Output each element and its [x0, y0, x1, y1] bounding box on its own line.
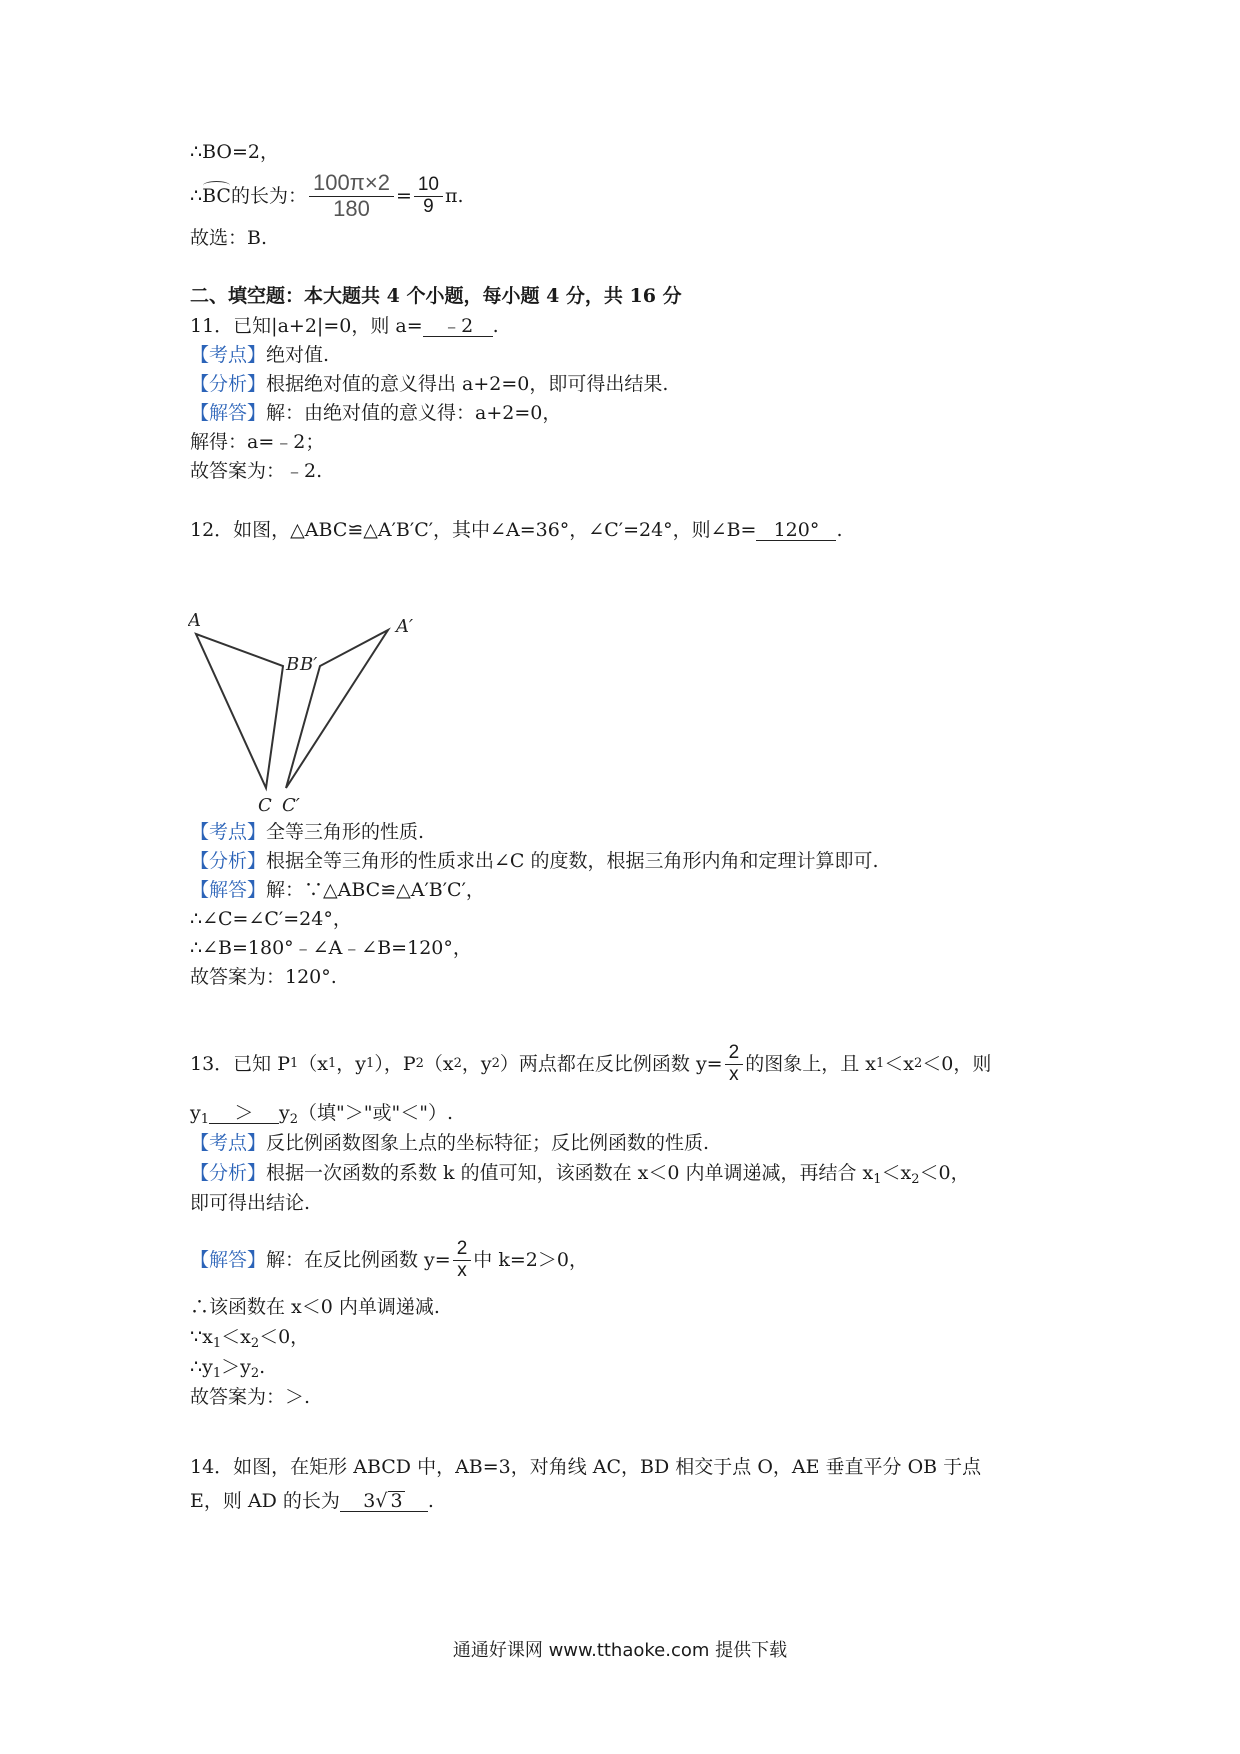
label-a-prime: A′	[396, 616, 414, 637]
arc-length-label: 的长为：	[230, 184, 307, 207]
prev-choice: 故选：B.	[190, 227, 268, 249]
q13-jieda: 【解答】 解：在反比例函数 y= $\frac{2}{x}$ 中 k=2＞0，	[190, 1237, 588, 1281]
equals-sign: =	[395, 184, 412, 207]
q14-stem-line2: E，则 AD 的长为 3√ 3 .	[190, 1490, 434, 1512]
arc-bc: BC	[202, 184, 231, 207]
q13-fenxi: 【分析】根据一次函数的系数 k 的值可知，该函数在 x＜0 内单调递减，再结合 $x_1<x_2<0$，	[190, 1162, 970, 1187]
q11-answer: ﹣2	[423, 317, 493, 337]
prev-arc-line	[190, 172, 464, 220]
congruent-triangles-figure	[188, 608, 438, 823]
q12-kaodian: 【考点】全等三角形的性质.	[190, 821, 425, 843]
triangle-abc	[196, 634, 283, 788]
q11-jieda: 【解答】解：由绝对值的意义得：a+2=0，	[190, 402, 562, 424]
q12-fenxi: 【分析】根据全等三角形的性质求出∠C 的度数，根据三角形内角和定理计算即可.	[190, 850, 879, 872]
q13-stem: 13．已知 P 1 （x 1 ，y 1 ），P 2 （x 2 ，y 2 ）两点都在反比例函数 y= $\frac{2}{x}$ 的图象上，且 x 1 ＜x 2 ＜0，则	[190, 1041, 992, 1085]
q11-kaodian: 【考点】绝对值.	[190, 344, 330, 366]
q13-answer-line: $y_1 > y_2$（填"＞"或"＜"）.	[190, 1102, 454, 1127]
q13-answer: ＞	[209, 1104, 279, 1124]
q12-step1: ∴∠C=∠C′=24°，	[190, 908, 352, 930]
section-title: 二、填空题：本大题共 4 个小题，每小题 4 分，共 16 分	[190, 285, 682, 307]
q11-fenxi: 【分析】根据绝对值的意义得出 a+2=0，即可得出结果.	[190, 373, 669, 395]
q12-stem: 12．如图，△ABC≌△A′B′C′，其中∠A=36°，∠C′=24°，则∠B= 120° .	[190, 519, 843, 541]
arc-fraction: $\frac{100\pi\times 2}{180}$	[309, 171, 394, 220]
prev-bo-line: ∴BO=2，	[190, 141, 279, 163]
q11-step1: 解得：a=﹣2；	[190, 431, 325, 453]
q12-jieda: 【解答】解：∵△ABC≌△A′B′C′，	[190, 879, 485, 901]
page-footer: 通通好课网 www.tthaoke.com 提供下载	[452, 1640, 788, 1661]
q12-answer: 120°	[756, 521, 836, 541]
q11-step2: 故答案为：﹣2.	[190, 460, 323, 482]
therefore-symbol: ∴	[190, 184, 203, 207]
q13-jieda-fraction: $\frac{2}{x}$	[453, 1239, 472, 1282]
q13-fenxi-line2: 即可得出结论.	[190, 1192, 311, 1214]
label-c-prime: C′	[282, 795, 300, 816]
label-a: A	[188, 610, 201, 631]
q13-step4: 故答案为：＞.	[190, 1386, 311, 1408]
label-b-prime: B′	[300, 654, 318, 675]
pi-end: π.	[445, 184, 464, 207]
q11-stem: 11．已知|a+2|=0，则 a= ﹣2 .	[190, 315, 499, 337]
radical-sign: √	[375, 1490, 388, 1512]
label-b: B	[286, 654, 300, 675]
q13-fraction: $\frac{2}{x}$	[725, 1043, 744, 1086]
q14-stem-line1: 14．如图，在矩形 ABCD 中，AB=3，对角线 AC，BD 相交于点 O，AE 垂直平分 OB 于点	[190, 1456, 982, 1478]
q13-step2: $\because x_1<x_2<0$，	[190, 1326, 310, 1351]
q12-step3: 故答案为：120°.	[190, 966, 337, 988]
q13-step1: ∴该函数在 x＜0 内单调递减.	[190, 1296, 440, 1318]
label-c: C	[258, 795, 272, 816]
q14-answer: 3√ 3	[340, 1491, 428, 1512]
q13-step3: $\therefore y_1>y_2$.	[190, 1356, 266, 1381]
result-fraction: $\frac{10}{9}$	[414, 175, 443, 218]
q12-step2: ∴∠B=180°﹣∠A﹣∠B=120°，	[190, 937, 472, 959]
q13-kaodian: 【考点】反比例函数图象上点的坐标特征；反比例函数的性质.	[190, 1132, 710, 1154]
